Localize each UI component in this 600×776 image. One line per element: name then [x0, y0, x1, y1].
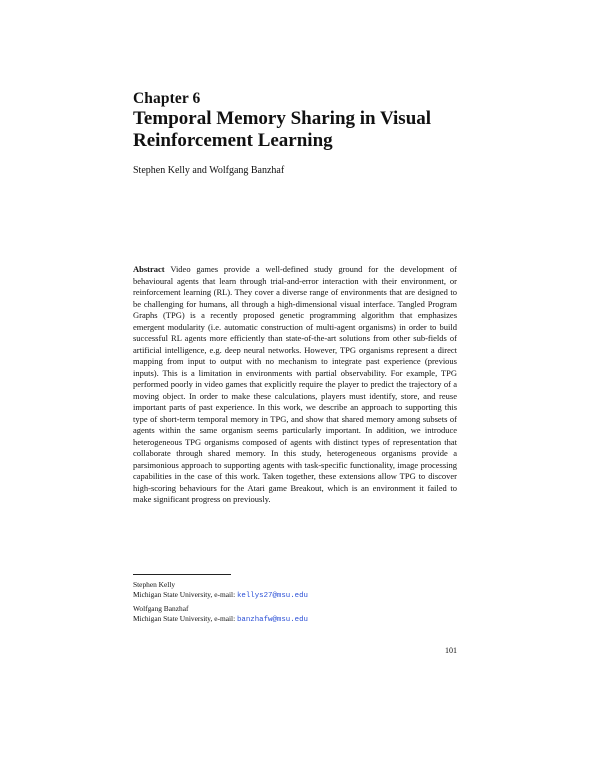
footnote-author-name: Stephen Kelly — [133, 580, 176, 589]
chapter-title: Temporal Memory Sharing in Visual Reinforcement Learning — [133, 108, 432, 151]
footnote-affiliation-line — [133, 590, 463, 601]
footnote-author-name: Wolfgang Banzhaf — [133, 604, 189, 613]
abstract-text: Video games provide a well-defined study ground for the development of behavioural agents that learn through trial-and-error interaction with their environment, or reinforcement learning (RL). They cover a diverse range of environments that are designed to be challenging for humans, all through a high-dimensional visual interface. Tangled Program Graphs (TPG) is a recently proposed genetic programming algorithm that emphasizes emergent modularity (i.e. automatic construction of multi-agent organisms) in order to build successful RL agents more efficiently than state-of-the-art solutions from other sub-fields of artificial intelligence, e.g. deep neural networks. However, TPG organisms represent a direct mapping from input to output with no mechanism to integrate past experience (previous inputs). This is a limitation in environments with partial observability. For example, TPG performed poorly in video games that explicitly require the player to predict the trajectory of a moving object. In order to make these calculations, players must identify, store, and reuse important parts of past experience. In this work, we describe an approach to supporting this type of short-term temporal memory in TPG, and show that shared memory among subsets of agents within the same organism seems particularly important. In addition, we introduce heterogeneous TPG organisms composed of agents with distinct types of representation that collaborate through shared memory. In this study, heterogeneous organisms provide a parsimonious approach to supporting agents with task-specific functionality, image processing capabilities in the case of this work. Taken together, these extensions allow TPG to discover high-scoring behaviours for the Atari game Breakout, which is an environment it failed to make significant progress on previously. — [133, 264, 457, 504]
abstract — [133, 264, 457, 506]
footnote-affiliation: Michigan State University, e-mail: — [133, 590, 237, 599]
footnote-affiliation: Michigan State University, e-mail: — [133, 614, 237, 623]
footnote-author-2 — [133, 604, 463, 625]
footnote-author-1 — [133, 580, 463, 601]
abstract-heading: Abstract — [133, 264, 165, 274]
chapter-label: Chapter 6 — [133, 90, 201, 107]
page-number: 101 — [445, 646, 457, 655]
footnote-affiliation-line — [133, 614, 463, 625]
author-list: Stephen Kelly and Wolfgang Banzhaf — [133, 165, 285, 176]
footnote-rule — [133, 574, 231, 575]
author-footnotes — [133, 580, 463, 628]
footnote-email[interactable]: kellys27@msu.edu — [237, 592, 308, 600]
footnote-email[interactable]: banzhafw@msu.edu — [237, 616, 308, 624]
